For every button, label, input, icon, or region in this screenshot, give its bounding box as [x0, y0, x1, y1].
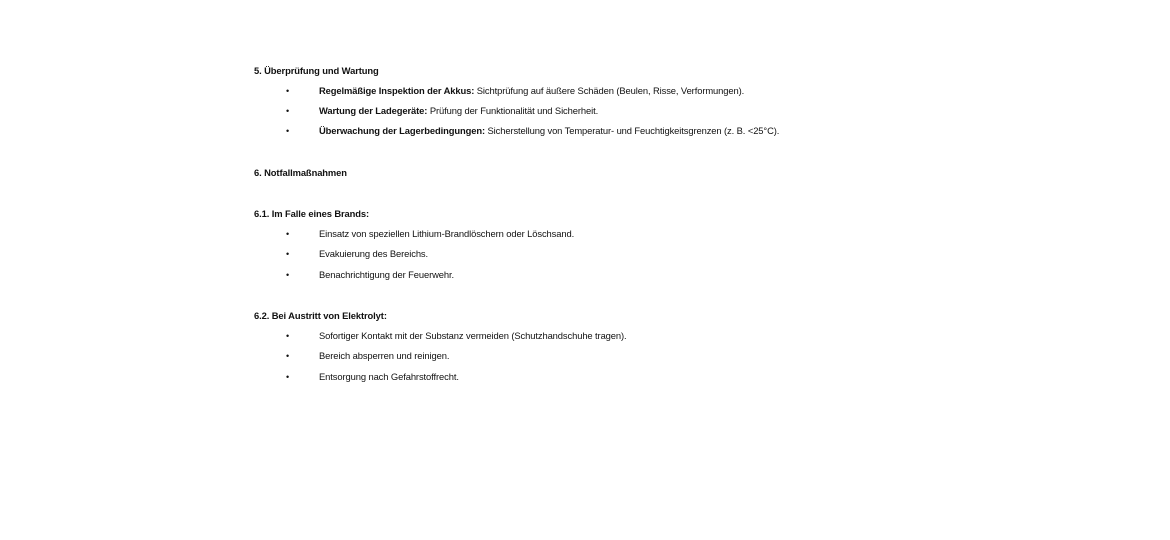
list-item [0, 350, 1170, 362]
list-item-text: Entsorgung nach Gefahrstoffrecht. [319, 371, 459, 382]
list-item [0, 125, 1170, 137]
list-item-text: Evakuierung des Bereichs. [319, 248, 429, 259]
list-item-body: Sicherstellung von Temperatur- und Feuchtigkeitsgrenzen (z. B. <25°C). [484, 125, 780, 136]
list-item-text: Einsatz von speziellen Lithium-Brandlöschern oder Löschsand. [319, 228, 575, 239]
list-item [0, 330, 1170, 342]
list-item [0, 228, 1170, 240]
list-item-body: Sichtprüfung auf äußere Schäden (Beulen, Risse, Verformungen). [474, 85, 745, 96]
list-item-label: Wartung der Ladegeräte: [319, 105, 428, 116]
section-heading-6-2: 6.2. Bei Austritt von Elektrolyt: [254, 310, 387, 321]
list-item [0, 248, 1170, 260]
list-item-text [319, 125, 779, 137]
list-item-text [319, 105, 598, 117]
bullet-icon: • [286, 249, 290, 259]
bullet-icon: • [286, 270, 290, 280]
bullet-icon: • [286, 126, 290, 136]
list-item [0, 269, 1170, 281]
list-item-text: Bereich absperren und reinigen. [319, 350, 450, 361]
bullet-icon: • [286, 86, 290, 96]
list-item-body: Prüfung der Funktionalität und Sicherheit. [427, 105, 599, 116]
list-item-label: Regelmäßige Inspektion der Akkus: [319, 85, 475, 96]
bullet-icon: • [286, 351, 290, 361]
bullet-icon: • [286, 106, 290, 116]
bullet-icon: • [286, 331, 290, 341]
list-item [0, 105, 1170, 117]
list-item [0, 371, 1170, 383]
list-item-text: Sofortiger Kontakt mit der Substanz vermeiden (Schutzhandschuhe tragen). [319, 330, 627, 341]
list-item-text: Benachrichtigung der Feuerwehr. [319, 269, 455, 280]
bullet-icon: • [286, 372, 290, 382]
bullet-icon: • [286, 229, 290, 239]
list-item [0, 85, 1170, 97]
section-heading-5: 5. Überprüfung und Wartung [254, 65, 379, 76]
list-item-label: Überwachung der Lagerbedingungen: [319, 125, 485, 136]
list-item-text [319, 85, 744, 97]
section-heading-6: 6. Notfallmaßnahmen [254, 167, 347, 178]
section-heading-6-1: 6.1. Im Falle eines Brands: [254, 208, 370, 219]
